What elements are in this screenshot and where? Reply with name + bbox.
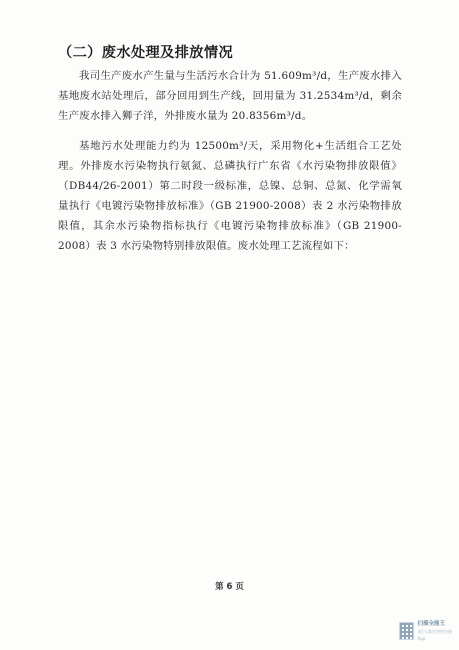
section-heading: （二）废水处理及排放情况 bbox=[58, 45, 234, 61]
scanner-watermark-text bbox=[417, 621, 453, 642]
scanner-watermark-title: 扫描全能王 bbox=[417, 620, 445, 627]
paragraph-treatment-standards: 基地污水处理能力约为 12500m³/天，采用物化+生活组合工艺处理。外排废水污染物执行氨氮、总磷执行广东省《水污染物排放限值》（DB44/26-2001）第二时段一级标准，总镍、总铜、总氮、化学需氧量执行《电镀污染物排放标准》（GB 21900-2008）表 2 水污染物排放限值，其余水污染物指标执行《电镀污染物排放标准》（GB 21900-2008）表 3 水污染物特别排放限值。废水处理工艺流程如下： bbox=[58, 140, 402, 252]
page-number: 第 6 页 bbox=[215, 582, 244, 592]
paragraph-wastewater-volume: 我司生产废水产生量与生活污水合计为 51.609m³/d，生产废水排入基地废水站处理后，部分回用到生产线，回用量为 31.2534m³/d，剩余生产废水排入狮子洋，外排废水量为 20.8356m³/d。 bbox=[58, 70, 402, 122]
scanner-watermark bbox=[399, 620, 453, 642]
qr-code-icon bbox=[399, 622, 414, 640]
scanner-watermark-subtitle: 3亿人都在用的扫描App bbox=[417, 628, 452, 641]
